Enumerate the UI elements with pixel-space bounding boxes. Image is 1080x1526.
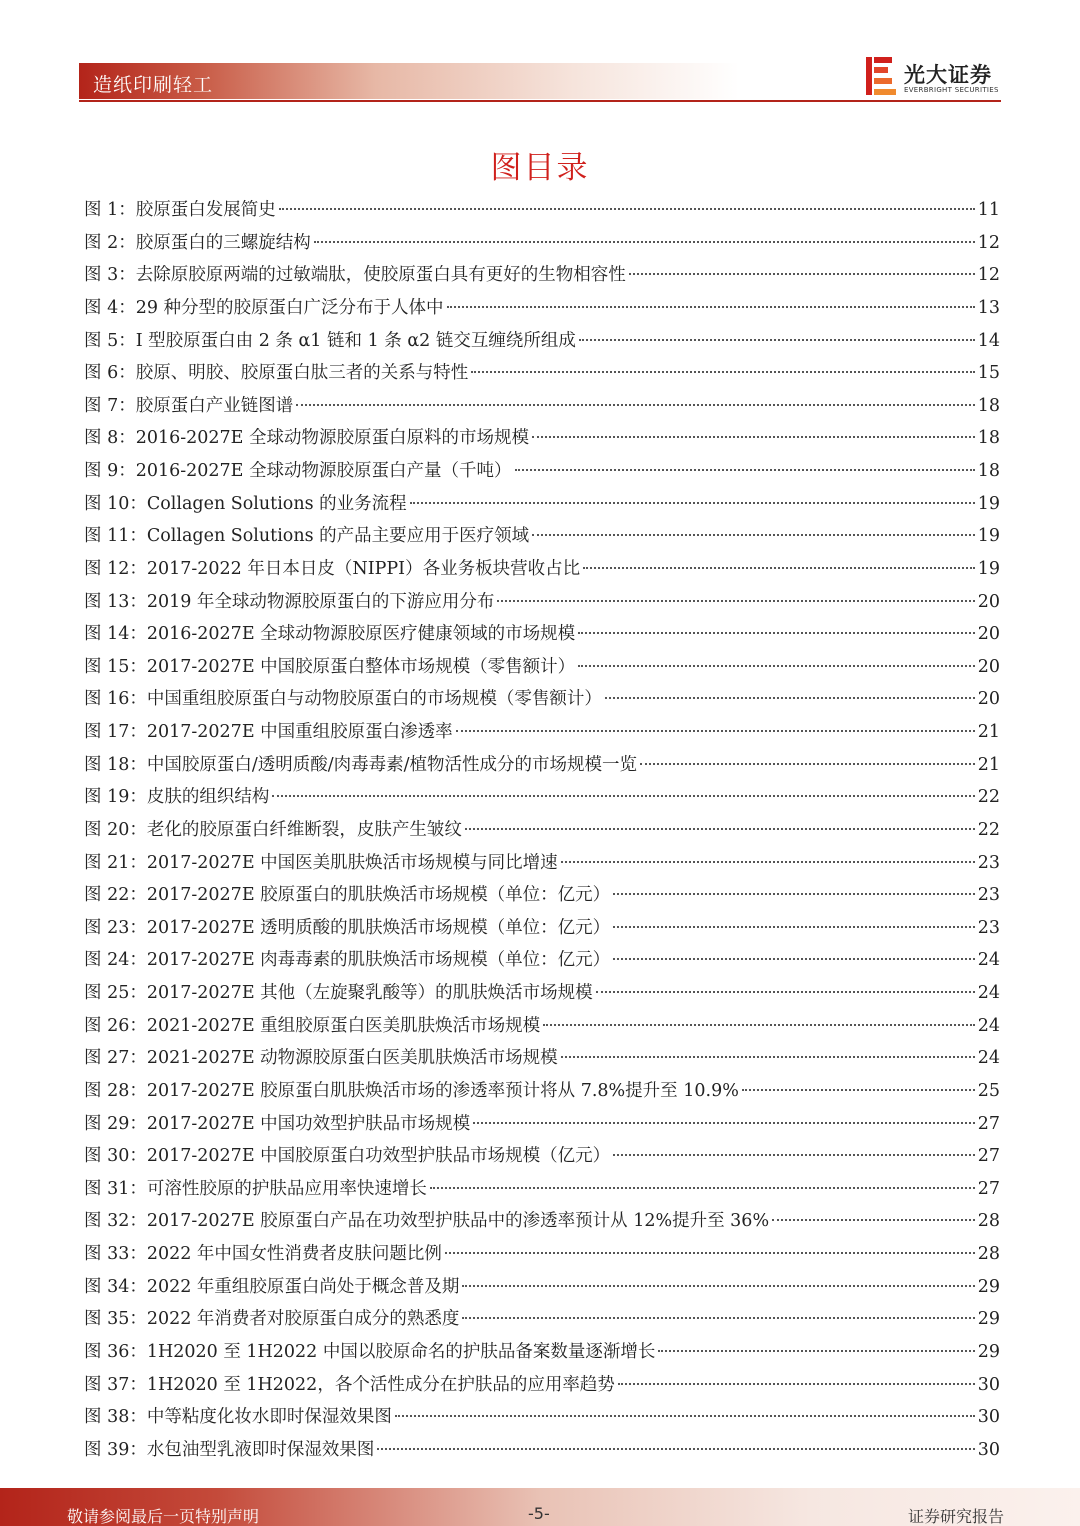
logo-text: 光大证券: [904, 63, 992, 87]
toc-leader-dots: [532, 534, 975, 536]
toc-entry-label: 图 14：2016-2027E 全球动物源胶原医疗健康领域的市场规模: [84, 624, 576, 645]
toc-entry[interactable]: [84, 1240, 1000, 1273]
toc-leader-dots: [596, 991, 975, 993]
toc-entry-label: 图 37：1H2020 至 1H2022，各个活性成分在护肤品的应用率趋势: [84, 1374, 615, 1395]
toc-entry-label: 图 3：去除原胶原两端的过敏端肽，使胶原蛋白具有更好的生物相容性: [84, 265, 626, 286]
toc-entry[interactable]: [84, 1175, 1000, 1208]
toc-entry-label: 图 34：2022 年重组胶原蛋白尚处于概念普及期: [84, 1276, 460, 1297]
toc-entry-page: 28: [977, 1244, 1000, 1264]
toc-leader-dots: [279, 208, 975, 210]
toc-leader-dots: [578, 632, 975, 634]
toc-leader-dots: [613, 926, 975, 928]
toc-entry[interactable]: [84, 1403, 1000, 1436]
toc-entry[interactable]: [84, 522, 1000, 555]
toc-entry[interactable]: [84, 392, 1000, 425]
toc-entry[interactable]: [84, 1142, 1000, 1175]
toc-entry-page: 20: [977, 591, 1000, 612]
toc-entry-page: 25: [977, 1080, 1000, 1101]
toc-leader-dots: [462, 1285, 974, 1287]
toc-leader-dots: [613, 893, 975, 895]
toc-leader-dots: [497, 600, 974, 602]
toc-entry-page: 15: [977, 363, 1000, 384]
toc-entry-label: 图 21：2017-2027E 中国医美肌肤焕活市场规模与同比增速: [84, 852, 558, 873]
toc-entry-page: 27: [977, 1178, 1000, 1199]
toc-leader-dots: [471, 371, 975, 373]
toc-entry-page: 19: [977, 558, 1000, 579]
toc-leader-dots: [543, 1024, 975, 1026]
toc-entry-page: 29: [977, 1341, 1000, 1362]
toc-entry[interactable]: [84, 1273, 1000, 1306]
toc-entry-label: 图 39：水包油型乳液即时保湿效果图: [84, 1439, 375, 1460]
toc-entry-page: 14: [977, 330, 1000, 351]
toc-entry-page: 18: [977, 395, 1000, 416]
toc-entry-page: 19: [977, 493, 1000, 514]
toc-entry[interactable]: [84, 849, 1000, 882]
toc-entry-page: 29: [977, 1276, 1000, 1297]
logo-subtext: EVERBRIGHT SECURITIES: [904, 86, 999, 94]
toc-leader-dots: [430, 1187, 975, 1189]
toc-entry[interactable]: [84, 946, 1000, 979]
toc-leader-dots: [456, 730, 975, 732]
toc-entry[interactable]: [84, 751, 1000, 784]
toc-entry[interactable]: [84, 881, 1000, 914]
toc-leader-dots: [410, 502, 975, 504]
toc-entry-label: 图 12：2017-2022 年日本日皮（NIPPI）各业务板块营收占比: [84, 558, 581, 579]
toc-entry[interactable]: [84, 457, 1000, 490]
toc-entry-label: 图 9：2016-2027E 全球动物源胶原蛋白产量（千吨）: [84, 461, 512, 481]
toc-leader-dots: [618, 1383, 975, 1385]
toc-entry[interactable]: [84, 1044, 1000, 1077]
header-rule: [79, 100, 1001, 102]
toc-leader-dots: [473, 1122, 975, 1124]
toc-entry-page: 23: [977, 885, 1000, 906]
toc-entry[interactable]: [84, 718, 1000, 751]
toc-entry-page: 22: [977, 819, 1000, 840]
toc-entry-label: 图 10：Collagen Solutions 的业务流程: [84, 493, 407, 514]
toc-entry-label: 图 1：胶原蛋白发展简史: [84, 200, 276, 220]
toc-entry-page: 12: [977, 232, 1000, 253]
toc-entry-label: 图 27：2021-2027E 动物源胶原蛋白医美肌肤焕活市场规模: [84, 1048, 558, 1069]
toc-entry-label: 图 22：2017-2027E 胶原蛋白的肌肤焕活市场规模（单位：亿元）: [84, 885, 611, 906]
toc-entry-page: 12: [977, 265, 1000, 286]
toc-entry[interactable]: [84, 424, 1000, 457]
toc-entry-page: 27: [977, 1113, 1000, 1134]
toc-entry[interactable]: [84, 490, 1000, 523]
toc-entry-label: 图 6：胶原、明胶、胶原蛋白肽三者的关系与特性: [84, 363, 469, 384]
toc-entry[interactable]: [84, 620, 1000, 653]
toc-leader-dots: [314, 241, 975, 243]
footer-report-type: 证券研究报告: [908, 1507, 1005, 1526]
toc-entry-page: 27: [977, 1146, 1000, 1167]
toc-leader-dots: [515, 469, 975, 471]
toc-entry-label: 图 23：2017-2027E 透明质酸的肌肤焕活市场规模（单位：亿元）: [84, 917, 611, 938]
toc-entry[interactable]: [84, 196, 1000, 229]
toc-entry[interactable]: [84, 1012, 1000, 1045]
toc-entry-label: 图 35：2022 年消费者对胶原蛋白成分的熟悉度: [84, 1309, 460, 1330]
toc-leader-dots: [561, 861, 975, 863]
toc-entry-page: 18: [977, 428, 1000, 449]
everbright-logo-icon: [866, 57, 896, 95]
toc-entry-label: 图 25：2017-2027E 其他（左旋聚乳酸等）的肌肤焕活市场规模: [84, 983, 593, 1003]
toc-entry-page: 11: [977, 200, 1000, 220]
toc-entry-label: 图 7：胶原蛋白产业链图谱: [84, 395, 294, 416]
toc-entry-page: 30: [977, 1407, 1000, 1428]
toc-entry-page: 23: [977, 917, 1000, 938]
toc-entry-label: 图 32：2017-2027E 胶原蛋白产品在功效型护肤品中的渗透率预计从 12%提升至 36%: [84, 1211, 770, 1232]
page-number: -5-: [528, 1504, 550, 1523]
toc-leader-dots: [613, 1154, 975, 1156]
toc-entry[interactable]: [84, 1077, 1000, 1110]
toc-leader-dots: [462, 1317, 974, 1319]
toc-leader-dots: [272, 795, 974, 797]
toc-leader-dots: [532, 436, 975, 438]
toc-entry[interactable]: [84, 653, 1000, 686]
toc-entry-label: 图 19：皮肤的组织结构: [84, 787, 270, 808]
toc-entry-label: 图 30：2017-2027E 中国胶原蛋白功效型护肤品市场规模（亿元）: [84, 1146, 611, 1167]
toc-entry-page: 18: [977, 461, 1000, 481]
footer-disclaimer: 敬请参阅最后一页特别声明: [67, 1507, 260, 1526]
toc-entry-page: 20: [977, 689, 1000, 710]
toc-entry[interactable]: [84, 555, 1000, 588]
toc-entry-label: 图 28：2017-2027E 胶原蛋白肌肤焕活市场的渗透率预计将从 7.8%提升至 10.9%: [84, 1080, 739, 1101]
toc-entry-label: 图 13：2019 年全球动物源胶原蛋白的下游应用分布: [84, 591, 495, 612]
toc-entry-label: 图 36：1H2020 至 1H2022 中国以胶原命名的护肤品备案数量逐渐增长: [84, 1341, 656, 1362]
toc-leader-dots: [629, 273, 975, 275]
toc-leader-dots: [583, 567, 975, 569]
section-title: 造纸印刷轻工: [93, 74, 214, 96]
toc-entry-page: 13: [977, 297, 1000, 318]
toc-leader-dots: [296, 404, 975, 406]
toc-entry-page: 19: [977, 526, 1000, 547]
toc-entry-page: 21: [977, 754, 1000, 775]
toc-entry-page: 24: [977, 983, 1000, 1003]
toc-leader-dots: [579, 339, 975, 341]
toc-entry-label: 图 26：2021-2027E 重组胶原蛋白医美肌肤焕活市场规模: [84, 1015, 541, 1036]
toc-entry-page: 24: [977, 1048, 1000, 1069]
toc-entry-label: 图 33：2022 年中国女性消费者皮肤问题比例: [84, 1244, 442, 1264]
toc-entry[interactable]: [84, 1305, 1000, 1338]
toc-leader-dots: [613, 958, 975, 960]
toc-entry[interactable]: [84, 1436, 1000, 1469]
toc-entry-page: 28: [977, 1211, 1000, 1232]
toc-entry[interactable]: [84, 327, 1000, 360]
toc-leader-dots: [377, 1448, 974, 1450]
toc-entry-label: 图 18：中国胶原蛋白/透明质酸/肉毒毒素/植物活性成分的市场规模一览: [84, 754, 638, 775]
toc-leader-dots: [605, 697, 975, 699]
toc-entry-label: 图 16：中国重组胶原蛋白与动物胶原蛋白的市场规模（零售额计）: [84, 689, 602, 710]
toc-leader-dots: [658, 1350, 974, 1352]
toc-entry-page: 30: [977, 1374, 1000, 1395]
toc-entry[interactable]: [84, 359, 1000, 392]
toc-entry[interactable]: [84, 1110, 1000, 1143]
toc-entry[interactable]: [84, 914, 1000, 947]
toc-entry-label: 图 11：Collagen Solutions 的产品主要应用于医疗领域: [84, 526, 530, 547]
toc-leader-dots: [772, 1219, 975, 1221]
toc-entry[interactable]: [84, 979, 1000, 1012]
toc-entry-page: 30: [977, 1439, 1000, 1460]
toc-entry-label: 图 24：2017-2027E 肉毒毒素的肌肤焕活市场规模（单位：亿元）: [84, 950, 611, 971]
toc-entry-page: 24: [977, 1015, 1000, 1036]
toc-entry[interactable]: [84, 261, 1000, 294]
toc-entry-label: 图 8：2016-2027E 全球动物源胶原蛋白原料的市场规模: [84, 428, 530, 449]
toc-entry[interactable]: [84, 816, 1000, 849]
toc-entry-page: 20: [977, 624, 1000, 645]
toc-entry-label: 图 38：中等粘度化妆水即时保湿效果图: [84, 1407, 392, 1428]
toc-leader-dots: [447, 306, 975, 308]
toc-entry-label: 图 20：老化的胶原蛋白纤维断裂，皮肤产生皱纹: [84, 819, 462, 840]
toc-entry-page: 24: [977, 950, 1000, 971]
toc-leader-dots: [742, 1089, 975, 1091]
toc-leader-dots: [578, 665, 975, 667]
toc-entry-label: 图 5：I 型胶原蛋白由 2 条 α1 链和 1 条 α2 链交互缠绕所组成: [84, 330, 576, 351]
toc-entry[interactable]: [84, 1207, 1000, 1240]
toc-entry[interactable]: [84, 1338, 1000, 1371]
toc-entry-label: 图 15：2017-2027E 中国胶原蛋白整体市场规模（零售额计）: [84, 656, 576, 677]
toc-entry-label: 图 17：2017-2027E 中国重组胶原蛋白渗透率: [84, 722, 453, 742]
toc-entry[interactable]: [84, 229, 1000, 262]
toc-entry-label: 图 2：胶原蛋白的三螺旋结构: [84, 232, 311, 253]
toc-leader-dots: [465, 828, 975, 830]
toc-leader-dots: [561, 1056, 975, 1058]
toc-entry-page: 22: [977, 787, 1000, 808]
toc-leader-dots: [445, 1252, 975, 1254]
toc-entry-label: 图 29：2017-2027E 中国功效型护肤品市场规模: [84, 1113, 471, 1134]
toc-entry[interactable]: [84, 685, 1000, 718]
toc-entry-page: 20: [977, 656, 1000, 677]
toc-entry-page: 29: [977, 1309, 1000, 1330]
toc-entry-label: 图 31：可溶性胶原的护肤品应用率快速增长: [84, 1178, 427, 1199]
toc-entry-page: 21: [977, 722, 1000, 742]
toc-entry[interactable]: [84, 294, 1000, 327]
toc-entry[interactable]: [84, 783, 1000, 816]
toc-entry-label: 图 4：29 种分型的胶原蛋白广泛分布于人体中: [84, 297, 444, 318]
toc-leader-dots: [395, 1415, 975, 1417]
toc-entry[interactable]: [84, 588, 1000, 621]
toc-entry[interactable]: [84, 1371, 1000, 1404]
figure-list: [84, 196, 1000, 1468]
toc-entry-page: 23: [977, 852, 1000, 873]
page-title: 图目录: [490, 150, 590, 186]
toc-leader-dots: [640, 763, 975, 765]
